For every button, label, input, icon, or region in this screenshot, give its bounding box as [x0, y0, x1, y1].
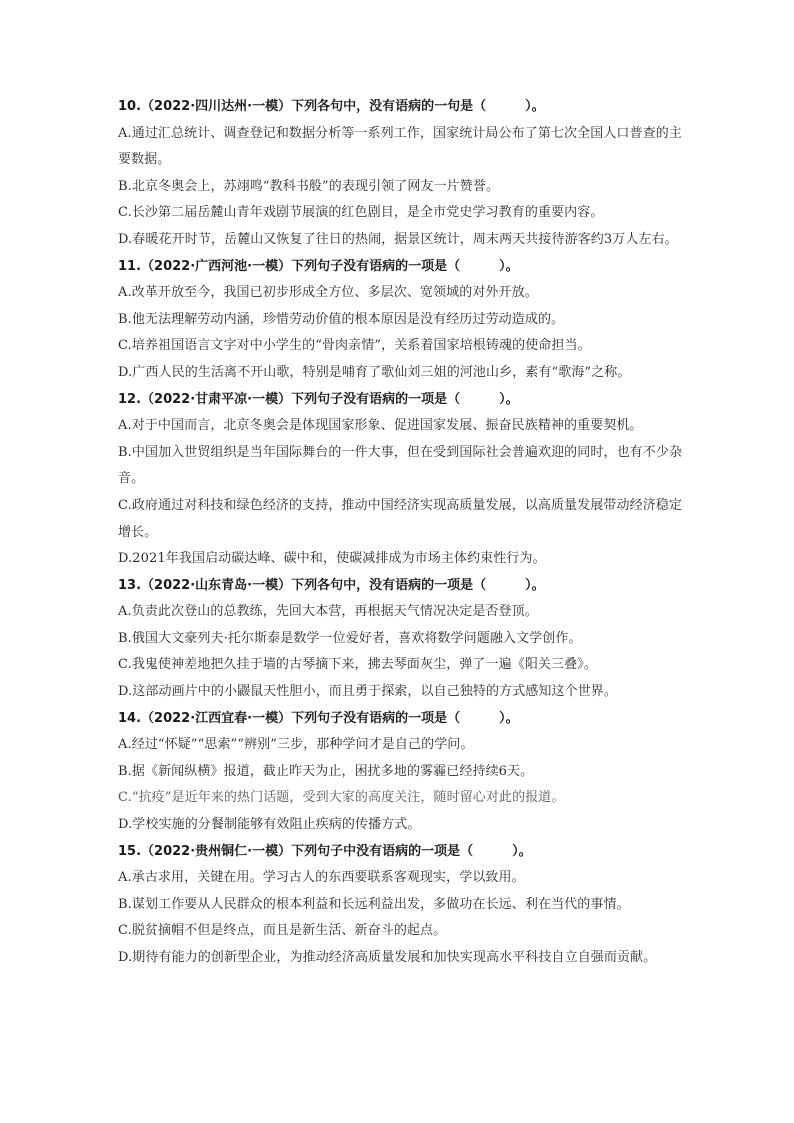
question-stem: 15.（2022·贵州铜仁·一模）下列句子中没有语病的一项是（ ）。 — [118, 843, 532, 859]
option-a: A.经过“怀疑”“思索”“辨别”三步，那种学问才是自己的学问。 — [118, 737, 474, 753]
option-c: C.培养祖国语言文字对中小学生的“骨肉亲情”，关系着国家培根铸魂的使命担当。 — [118, 338, 591, 354]
option-c: C.“抗疫”是近年来的热门话题，受到大家的高度关注，随时留心对此的报道。 — [118, 790, 565, 806]
option-d: D.学校实施的分餐制能够有效阻止疾病的传播方式。 — [118, 817, 421, 833]
option-c: C.长沙第二届岳麓山青年戏剧节展演的红色剧目，是全市党史学习教育的重要内容。 — [118, 205, 604, 221]
option-d: D.广西人民的生活离不开山歌，特别是哺育了歌仙刘三姐的河池山乡，素有“歌海”之称。 — [118, 364, 631, 380]
question-12 — [118, 387, 688, 573]
question-14 — [118, 706, 688, 839]
option-a: A.负责此次登山的总教练，先回大本营，再根据天气情况决定是否登顶。 — [118, 604, 538, 620]
question-13 — [118, 573, 688, 706]
option-d: D.春暖花开时节，岳麓山又恢复了往日的热闹，据景区统计，周末两天共接待游客约3万人左右。 — [118, 231, 678, 247]
option-b: B.北京冬奥会上，苏翊鸣“教科书般”的表现引领了网友一片赞誉。 — [118, 178, 500, 194]
option-b: B.谋划工作要从人民群众的根本利益和长远利益出发，多做功在长远、利在当代的事情。 — [118, 896, 630, 912]
question-stem: 13.（2022·山东青岛·一模）下列各句中，没有语病的一项是（ ）。 — [118, 577, 545, 593]
question-stem: 14.（2022·江西宜春·一模）下列句子没有语病的一项是（ ）。 — [118, 710, 519, 726]
question-stem: 10.（2022·四川达州·一模）下列各句中，没有语病的一句是（ ）。 — [118, 99, 545, 114]
option-a: A.承古求用，关键在用。学习古人的东西要联系客观现实，学以致用。 — [118, 870, 525, 886]
option-a: A.对于中国而言，北京冬奥会是体现国家形象、促进国家发展、振奋民族精神的重要契机。 — [118, 418, 643, 434]
question-stem: 12.（2022·甘肃平凉·一模）下列句子没有语病的一项是（ ）。 — [118, 391, 519, 407]
option-c: C.政府通过对科技和绿色经济的支持，推动中国经济实现高质量发展，以高质量发展带动经济稳定增长。 — [118, 497, 683, 540]
option-b: B.据《新闻纵横》报道，截止昨天为止，困扰多地的雾霾已经持续6天。 — [118, 763, 534, 779]
option-a: A.改革开放至今，我国已初步形成全方位、多层次、宽领域的对外开放。 — [118, 285, 538, 301]
worksheet-page — [118, 94, 688, 972]
option-c: C.我鬼使神差地把久挂于墙的古琴摘下来，拂去琴面灰尘，弹了一遍《阳关三叠》。 — [118, 657, 597, 673]
option-b: B.中国加入世贸组织是当年国际舞台的一件大事，但在受到国际社会普遍欢迎的同时，也有不少杂音。 — [118, 444, 683, 487]
option-b: B.俄国大文豪列夫·托尔斯泰是数学一位爱好者，喜欢将数学问题融入文学创作。 — [118, 630, 582, 646]
option-a: A.通过汇总统计、调查登记和数据分析等一系列工作，国家统计局公布了第七次全国人口普查的主要数据。 — [118, 125, 682, 168]
option-d: D.期待有能力的创新型企业，为推动经济高质量发展和加快实现高水平科技自立自强而贡献。 — [118, 950, 657, 965]
question-stem: 11.（2022·广西河池·一模）下列句子没有语病的一项是（ ）。 — [118, 258, 519, 274]
option-b: B.他无法理解劳动内涵，珍惜劳动价值的根本原因是没有经历过劳动造成的。 — [118, 311, 565, 327]
option-c: C.脱贫摘帽不但是终点，而且是新生活、新奋斗的起点。 — [118, 923, 447, 939]
option-d: D.2021年我国启动碳达峰、碳中和，使碳减排成为市场主体约束性行为。 — [118, 551, 546, 567]
question-11 — [118, 254, 688, 387]
option-d: D.这部动画片中的小鼹鼠天性胆小，而且勇于探索，以自己独特的方式感知这个世界。 — [118, 684, 617, 700]
question-15 — [118, 839, 688, 972]
question-10 — [118, 94, 688, 254]
